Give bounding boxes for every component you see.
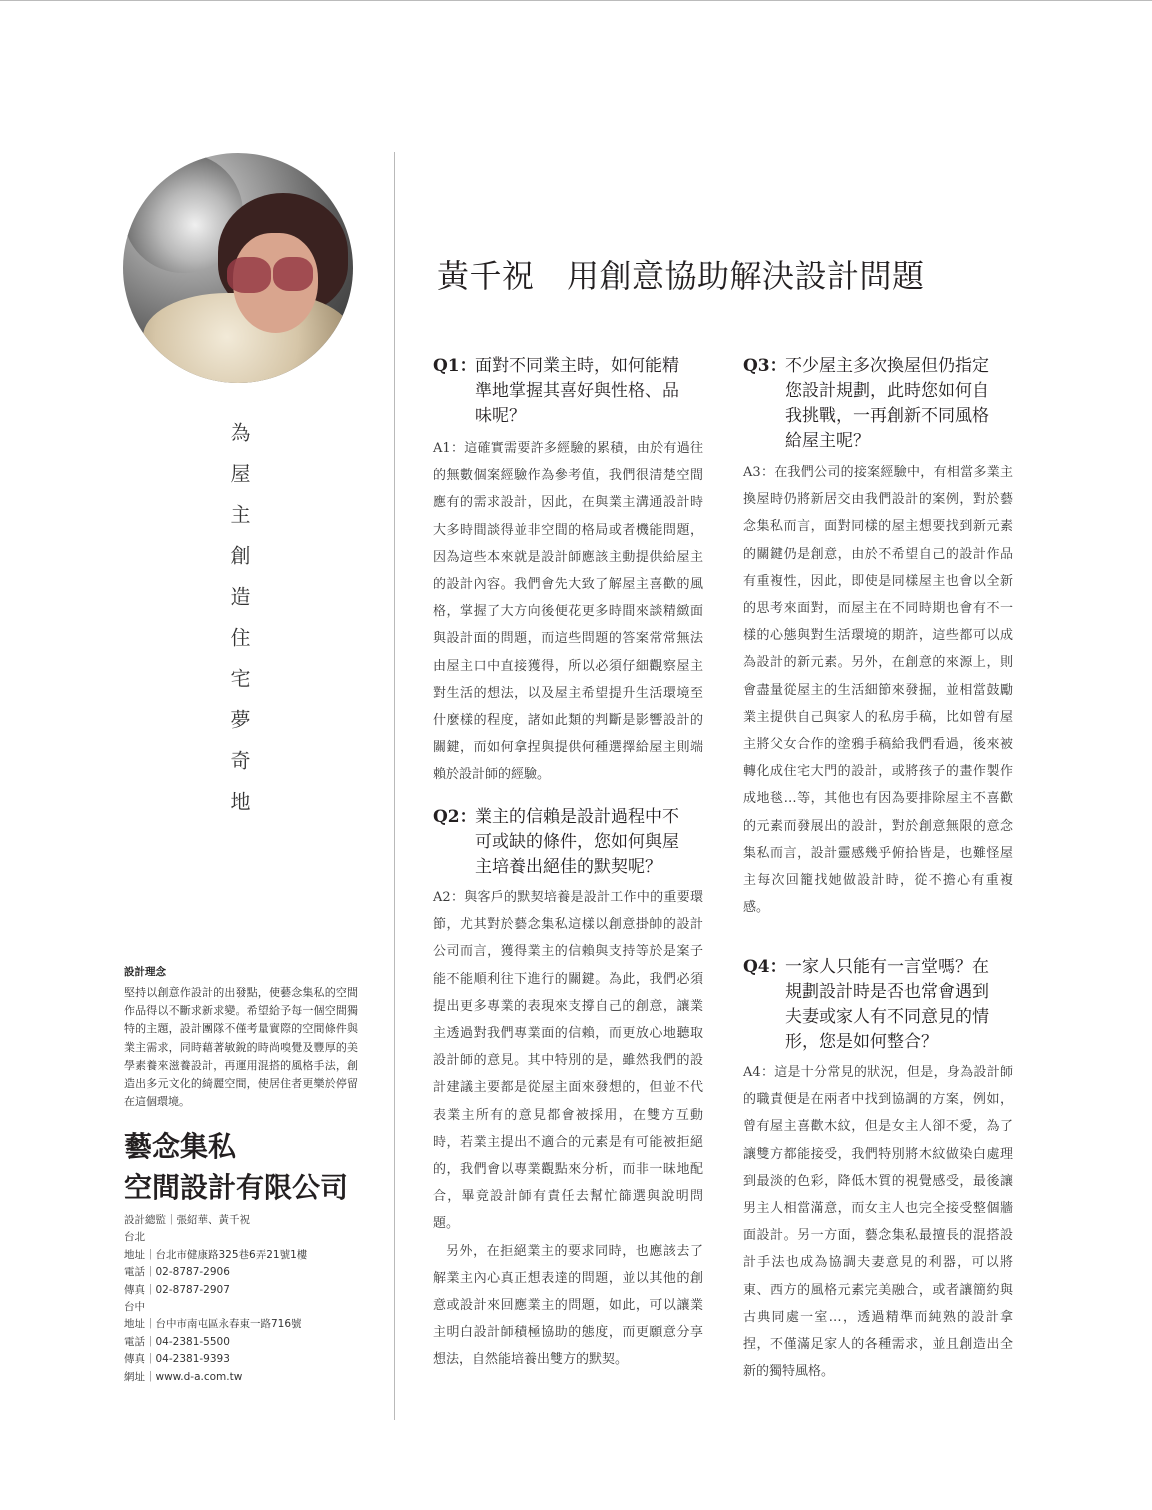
taipei-label: 台北 <box>124 1231 145 1244</box>
q4-text: 一家人只能有一言堂嗎？在 規劃設計時是否也常會遇到 夫妻或家人有不同意見的情 形，您是如何整合？ <box>785 957 989 1052</box>
a2-text-continued: 另外，在拒絕業主的要求同時，也應該去了解業主內心真正想表達的問題，並以其他的創意或設計來回應業主的問題，如此，可以讓業主明白設計師積極協助的態度，而更願意分享想法，自然能培養出雙方的默契。 <box>433 1243 703 1368</box>
company-name-line1: 藝念集私 <box>124 1130 237 1163</box>
column-divider <box>394 152 395 1420</box>
taipei-fax: 傳真｜02-8787-2907 <box>124 1283 230 1296</box>
a4-text: 這是十分常見的狀況，但是，身為設計師的職責便是在兩者中找到協調的方案，例如，曾有屋主喜歡木紋，但是女主人卻不愛，為了讓雙方都能接受，我們特別將木紋做染白處理到最淡的色彩，降低木質的視覺感受，最後讓男主人相當滿意，而女主人也完全接受整個牆面設計。另一方面，藝念集私最擅長的混搭設計手法也成為協調夫妻意見的利器，可以將東、西方的風格元素完美融合，或者讓簡約與古典同處一室…，透過精準而純熟的設計拿捏，不僅滿足家人的各種需求，並且創造出全新的獨特風格。 <box>743 1065 1013 1380</box>
company-name <box>124 1126 384 1208</box>
taipei-address: 地址｜台北市健康路325巷6弄21號1樓 <box>124 1248 308 1261</box>
a3-label: A3： <box>743 465 775 480</box>
vertical-tagline: 為屋主創造住宅夢奇地 <box>227 422 251 832</box>
a1-label: A1： <box>433 441 465 456</box>
a1-text: 這確實需要許多經驗的累積，由於有過往的無數個案經驗作為參考值，我們很清楚空間應有的需求設計，因此，在與業主溝通設計時大多時間談得並非空間的格局或者機能問題，因為這些本來就是設計師應該主動提供給屋主的設計內容。我們會先大致了解屋主喜歡的風格，掌握了大方向後便花更多時間來談精緻面與設計面的問題，而這些問題的答案常常無法由屋主口中直接獲得，所以必須仔細觀察屋主對生活的想法，以及屋主希望提升生活環境至什麼樣的程度，諸如此類的判斷是影響設計的關鍵，而如何拿捏與提供何種選擇給屋主則端賴於設計師的經驗。 <box>433 441 703 783</box>
q1-label: Q1： <box>433 356 477 376</box>
question-1 <box>433 354 709 429</box>
contact-info <box>124 1212 384 1386</box>
q4-label: Q4： <box>743 957 787 977</box>
answer-3 <box>743 459 1013 921</box>
designer-portrait-photo <box>123 153 353 383</box>
a2-label: A2： <box>433 890 465 905</box>
article-headline: 黃千祝 用創意協助解決設計問題 <box>437 257 925 295</box>
question-2 <box>433 805 709 880</box>
taichung-fax: 傳真｜04-2381-9393 <box>124 1353 230 1366</box>
taichung-address: 地址｜台中市南屯區永春東一路716號 <box>124 1318 302 1331</box>
concept-title: 設計理念 <box>124 966 166 978</box>
a3-text: 在我們公司的接案經驗中，有相當多業主換屋時仍將新居交由我們設計的案例，對於藝念集私而言，面對同樣的屋主想要找到新元素的關鍵仍是創意，由於不希望自己的設計作品有重複性，因此，即使是同樣屋主也會以全新的思考來面對，而屋主在不同時期也會有不一樣的心態與對生活環境的期許，這些都可以成為設計的新元素。另外，在創意的來源上，則會盡量從屋主的生活細節來發掘，並相當鼓勵業主提供自己與家人的私房手稿，比如曾有屋主將父女合作的塗鴉手稿給我們看過，後來被轉化成住宅大門的設計，或將孩子的畫作製作成地毯…等，其他也有因為要排除屋主不喜歡的元素而發展出的設計，對於創意無限的意念集私而言，設計靈感幾乎俯拾皆是，也難怪屋主每次回籠找她做設計時，從不擔心有重複感。 <box>743 465 1013 916</box>
answer-4 <box>743 1059 1013 1385</box>
question-3 <box>743 354 1019 454</box>
company-name-line2: 空間設計有限公司 <box>124 1171 349 1204</box>
website: 網址｜www.d-a.com.tw <box>124 1370 243 1383</box>
question-4 <box>743 955 1019 1055</box>
q1-text: 面對不同業主時，如何能精 準地掌握其喜好與性格、品 味呢？ <box>475 356 679 426</box>
a4-label: A4： <box>743 1065 775 1080</box>
q3-text: 不少屋主多次換屋但仍指定 您設計規劃，此時您如何自 我挑戰，一再創新不同風格 給屋主呢？ <box>785 356 989 451</box>
q2-text: 業主的信賴是設計過程中不 可或缺的條件，您如何與屋 主培養出絕佳的默契呢？ <box>475 807 679 877</box>
a2-text: 與客戶的默契培養是設計工作中的重要環節，尤其對於藝念集私這樣以創意掛帥的設計公司而言，獲得業主的信賴與支持等於是案子能不能順利往下進行的關鍵。為此，我們必須提出更多專業的表現來支撐自己的創意，讓業主透過對我們專業面的信賴，而更放心地聽取設計師的意見。其中特別的是，雖然我們的設計建議主要都是從屋主面來發想的，但並不代表業主所有的意見都會被採用，在雙方互動時，若業主提出不適合的元素是有可能被拒絕的，我們會以專業觀點來分析，而非一昧地配合，畢竟設計師有責任去幫忙篩選與說明問題。 <box>433 890 703 1232</box>
design-director: 設計總監｜張紹華、黃千祝 <box>124 1214 250 1226</box>
taichung-phone: 電話｜04-2381-5500 <box>124 1335 230 1348</box>
top-rule <box>0 0 1152 1</box>
concept-body: 堅持以創意作設計的出發點，使藝念集私的空間作品得以不斷求新求變。希望給予每一個空間獨特的主題，設計團隊不僅考量實際的空間條件與業主需求，同時藉著敏銳的時尚嗅覺及豐厚的美學素養來滋養設計，再運用混搭的風格手法，創造出多元文化的綺麗空間，使居住者更樂於停留在這個環境。 <box>124 986 358 1109</box>
q3-label: Q3： <box>743 356 787 376</box>
answer-2 <box>433 884 703 1374</box>
taichung-label: 台中 <box>124 1301 145 1314</box>
taipei-phone: 電話｜02-8787-2906 <box>124 1266 230 1279</box>
answer-1 <box>433 435 703 789</box>
q2-label: Q2： <box>433 807 477 827</box>
